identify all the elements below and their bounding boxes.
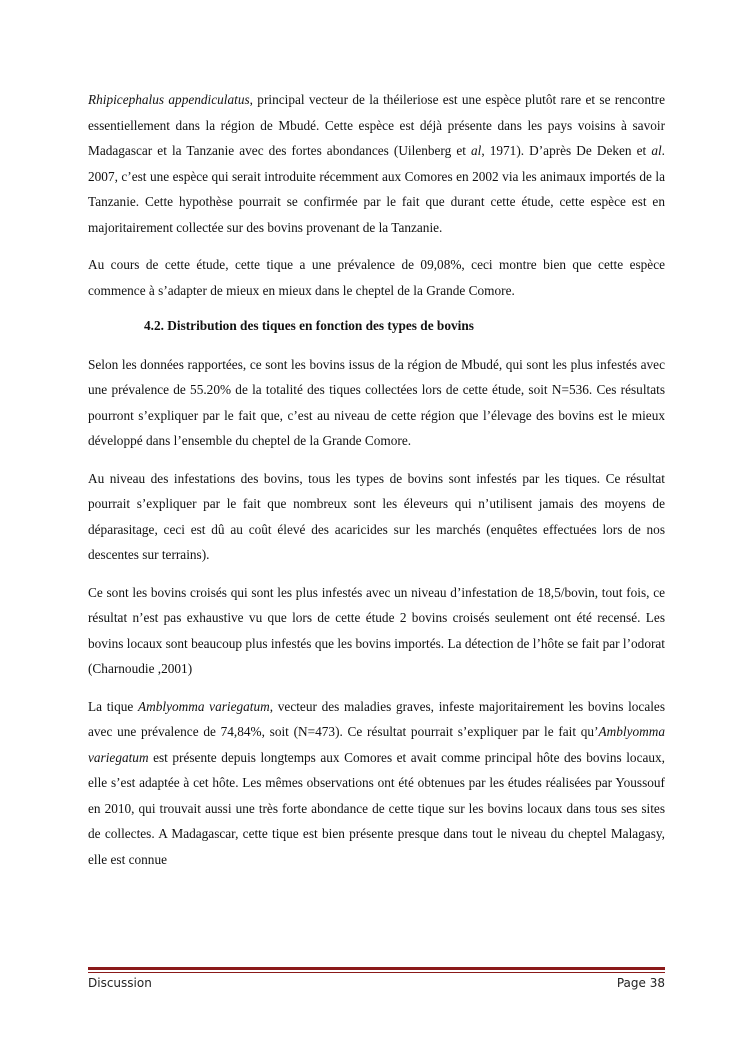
species-name: Rhipicephalus appendiculatus xyxy=(88,92,250,107)
et-al: al xyxy=(471,143,482,158)
paragraph-1 xyxy=(88,87,665,240)
species-name: Amblyomma variegatum xyxy=(88,724,665,765)
page-number: Page 38 xyxy=(616,976,665,990)
paragraph-5: Ce sont les bovins croisés qui sont les plus infestés avec un niveau d’infestation de 18,5/bovin, tout fois, ce résultat n’est pas exhaustive vu que lors de cette étude 2 bovins croisés seulement ont été recensé. Les bovins locaux sont beaucoup plus infestés que les bovins importés. La détection de l’hôte se fait par l’odorat (Charnoudie ,2001) xyxy=(88,584,665,676)
section-heading: 4.2. Distribution des tiques en fonction des types de bovins xyxy=(144,318,474,333)
et-al: al xyxy=(651,143,662,158)
footer-divider xyxy=(88,967,665,970)
paragraph-text: est présente depuis longtemps aux Comores et avait comme principal hôte des bovins locaux, elle s’est adaptée à cet hôte. Les mêmes observations ont été obtenues par les études réalisées par Youssouf en 2010, qui trouvait aussi une très forte abondance de cette tique sur les bovins locaux dans tous ses sites de collectes. A Madagascar, cette tique est bien présente presque dans tout le niveau du cheptel Malagasy, elle est connue xyxy=(88,749,665,867)
body-text xyxy=(88,87,665,884)
footer-divider-thin xyxy=(88,972,665,973)
paragraph-text: , 1971). D’après De Deken et xyxy=(481,143,652,158)
paragraph-text: , principal vecteur de la théileriose est une espèce plutôt rare et se rencontre essentiellement dans la région de Mbudé. Cette espèce est déjà présente dans les pays voisins à savoir Madagascar et la Tanzanie avec des fortes abondances (Uilenberg et xyxy=(88,92,665,158)
paragraph-3: Selon les données rapportées, ce sont les bovins issus de la région de Mbudé, qui sont les plus infestés avec une prévalence de 55.20% de la totalité des tiques collectées lors de cette étude, soit N=536. Ces résultats pourront s’expliquer par le fait que, c’est au niveau de cette région que l’élevage des bovins est le mieux développé dans l’ensemble du cheptel de la Grande Comore. xyxy=(88,356,665,448)
paragraph-6 xyxy=(88,694,665,873)
paragraph-text: La tique xyxy=(88,698,139,714)
species-name: Amblyomma variegatum xyxy=(138,698,270,714)
paragraph-text: , vecteur des maladies graves, infeste majoritairement les bovins locales avec une prévalence de 74,84%, soit (N=473). Ce résultat pourrait s’expliquer par le fait qu’ xyxy=(88,698,666,739)
paragraph-2: Au cours de cette étude, cette tique a une prévalence de 09,08%, ceci montre bien que cette espèce commence à s’adapter de mieux en mieux dans le cheptel de la Grande Comore. xyxy=(88,257,665,298)
page-footer xyxy=(88,976,665,990)
paragraph-text: . 2007, c’est une espèce qui serait introduite récemment aux Comores en 2002 via les animaux importés de la Tanzanie. Cette hypothèse pourrait se confirmée par le fait que durant cette étude, cette espèce est en majoritairement collectée sur des bovins provenant de la Tanzanie. xyxy=(88,143,665,235)
paragraph-4: Au niveau des infestations des bovins, tous les types de bovins sont infestés par les tiques. Ce résultat pourrait s’expliquer par le fait que nombreux sont les éleveurs qui n’utilisent jamais des moyens de déparasitage, ceci est dû au coût élevé des acaricides sur les marchés (enquêtes effectuées lors de nos descentes sur terrains). xyxy=(88,470,665,562)
footer-section-label: Discussion xyxy=(88,976,152,990)
